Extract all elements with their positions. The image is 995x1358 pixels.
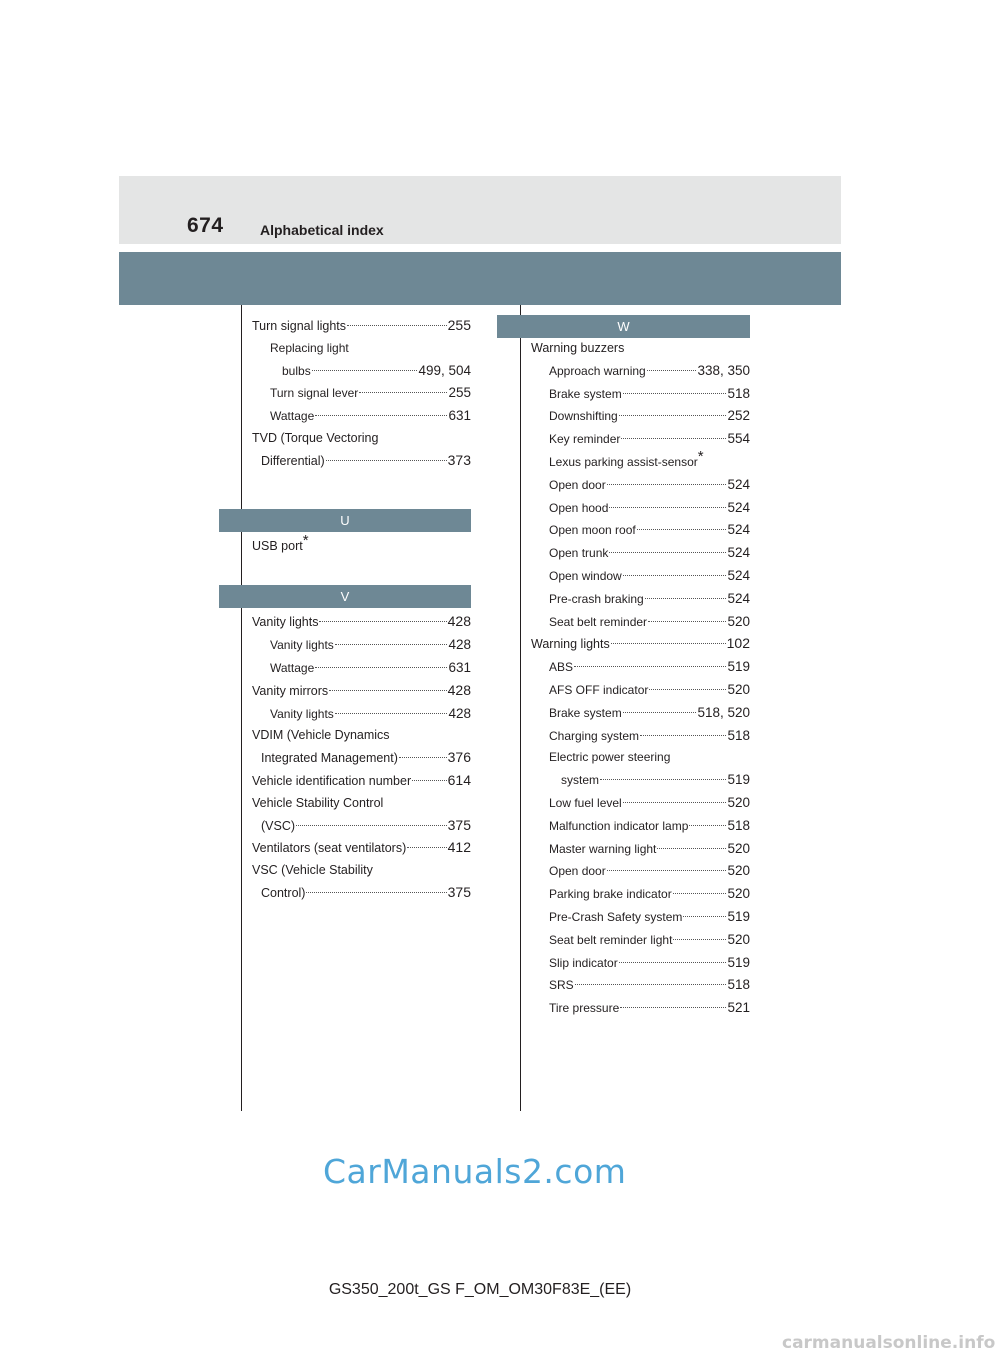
index-entry [531, 860, 750, 883]
page-reference: 518 [727, 385, 750, 401]
entry-text: Vehicle Stability Control [252, 795, 384, 810]
footnote-star: * [697, 447, 704, 465]
leader-dots [312, 370, 418, 371]
entry-text: Electric power steering [549, 750, 671, 765]
page-reference: 428 [448, 705, 471, 721]
entry-text: Wattage [270, 660, 315, 675]
index-entry [531, 383, 750, 406]
entry-text: Approach warning [549, 363, 646, 378]
section-title: Alphabetical index [260, 222, 384, 238]
entry-text: Vanity lights [252, 615, 319, 630]
entry-text: Charging system [549, 728, 640, 743]
entry-text: Parking brake indicator [549, 887, 672, 902]
entry-text: Seat belt reminder light [549, 932, 673, 947]
index-entry [531, 542, 750, 565]
index-entry [531, 588, 750, 611]
page-reference: 428 [448, 637, 471, 653]
leader-dots [649, 689, 726, 690]
watermark-text: CarManuals2.com [323, 1152, 627, 1191]
page-reference: 631 [448, 659, 471, 675]
entry-text: Open moon roof [549, 523, 636, 538]
page-reference: 524 [727, 522, 750, 538]
footnote-star: * [302, 531, 309, 549]
page-reference: 524 [727, 499, 750, 515]
leader-dots [306, 892, 446, 893]
site-watermark: carmanualsonline.info [782, 1333, 995, 1353]
leader-dots [329, 690, 446, 691]
entry-text: Brake system [549, 705, 622, 720]
entry-text: AFS OFF indicator [549, 682, 649, 697]
entry-text: bulbs [282, 363, 311, 378]
page-reference: 338, 350 [697, 362, 750, 378]
index-entry [252, 634, 471, 657]
right-column [531, 315, 750, 1020]
index-entry [531, 565, 750, 588]
leader-dots [399, 757, 447, 758]
index-entry [531, 447, 750, 474]
page-reference: 520 [727, 681, 750, 697]
leader-dots [623, 575, 727, 576]
entry-text: Vanity lights [270, 706, 334, 721]
page-reference: 519 [727, 772, 750, 788]
leader-dots [619, 415, 727, 416]
entry-text: Vanity lights [270, 638, 334, 653]
index-entry [252, 882, 471, 905]
entry-text: Replacing light [270, 340, 349, 355]
entry-text: Turn signal lever [270, 386, 359, 401]
leader-dots [600, 779, 726, 780]
leader-dots [315, 415, 447, 416]
page-reference: 554 [727, 431, 750, 447]
index-entry [531, 428, 750, 451]
index-entry [531, 769, 750, 792]
page-number: 674 [187, 214, 224, 237]
entry-text: Low fuel level [549, 795, 622, 810]
leader-dots [673, 893, 727, 894]
entry-text: ABS [549, 660, 574, 675]
index-entry [531, 929, 750, 952]
index-entry [531, 611, 750, 634]
letter-bar-v: V [219, 585, 471, 608]
leader-dots [407, 847, 446, 848]
index-entry [252, 428, 471, 450]
entry-text: Lexus parking assist-sensor [549, 454, 698, 469]
entry-text: VSC (Vehicle Stability [252, 863, 373, 878]
leader-dots [623, 712, 697, 713]
entry-text: VDIM (Vehicle Dynamics [252, 728, 390, 743]
page-reference: 520 [727, 794, 750, 810]
u-entries [252, 531, 471, 558]
index-entry [531, 997, 750, 1020]
entry-text: Pre-crash braking [549, 591, 644, 606]
leader-dots [607, 870, 727, 871]
entry-text: Turn signal lights [252, 319, 347, 333]
index-entry [531, 474, 750, 497]
page-reference: 375 [447, 816, 471, 833]
header-top-strip [119, 176, 841, 244]
index-entry [531, 906, 750, 929]
page-reference: 373 [447, 451, 471, 468]
entry-text: Vehicle identification number [252, 773, 412, 788]
entry-text: Open window [549, 568, 622, 583]
index-entry [531, 952, 750, 975]
entry-text: Open hood [549, 500, 609, 515]
page-reference: 252 [727, 408, 750, 424]
index-entry [531, 633, 750, 656]
entry-text: Control) [261, 885, 306, 900]
left-column [252, 315, 471, 905]
leader-dots [609, 507, 726, 508]
page-reference: 255 [447, 317, 471, 333]
entry-text: Warning buzzers [531, 341, 625, 355]
leader-dots [621, 438, 726, 439]
leader-dots [623, 393, 727, 394]
index-entry [252, 815, 471, 838]
page-reference: 518 [727, 727, 750, 743]
page-reference: 518 [727, 977, 750, 993]
leader-dots [574, 666, 726, 667]
entry-text: Pre-Crash Safety system [549, 909, 683, 924]
index-entry [531, 792, 750, 815]
index-entry [252, 382, 471, 405]
entry-text: TVD (Torque Vectoring [252, 430, 379, 445]
index-entry [531, 702, 750, 725]
index-entry [252, 338, 471, 360]
index-entry [531, 815, 750, 838]
page-reference: 428 [447, 613, 471, 630]
t-entries [252, 315, 471, 473]
page-reference: 376 [447, 749, 471, 766]
leader-dots [296, 825, 447, 826]
page-reference: 428 [447, 681, 471, 698]
leader-dots [319, 621, 446, 622]
leader-dots [645, 598, 727, 599]
page-reference: 520 [727, 931, 750, 947]
entry-text: Brake system [549, 386, 622, 401]
leader-dots [657, 848, 726, 849]
index-entry [252, 315, 471, 338]
page-reference: 520 [727, 886, 750, 902]
page-reference: 412 [447, 839, 471, 856]
page-reference: 518 [727, 817, 750, 833]
entry-text: Malfunction indicator lamp [549, 818, 689, 833]
v-entries [252, 611, 471, 904]
document-code: GS350_200t_GS F_OM_OM30F83E_(EE) [328, 1281, 632, 1298]
leader-dots [640, 735, 726, 736]
leader-dots [620, 1007, 726, 1008]
letter-bar-u: U [219, 509, 471, 532]
entry-text: Integrated Management) [261, 751, 398, 766]
page-reference: 520 [727, 863, 750, 879]
index-entry [252, 860, 471, 882]
w-entries [531, 338, 750, 1020]
index-entry [531, 405, 750, 428]
index-entry [531, 974, 750, 997]
leader-dots [347, 325, 447, 326]
leader-dots [648, 621, 726, 622]
page-reference: 631 [448, 408, 471, 424]
page-reference: 255 [448, 385, 471, 401]
entry-text: USB port [252, 538, 303, 553]
entry-text: SRS [549, 978, 574, 993]
leader-dots [326, 460, 447, 461]
leader-dots [683, 916, 726, 917]
leader-dots [611, 643, 726, 644]
page-reference: 519 [727, 659, 750, 675]
index-entry [531, 338, 750, 360]
leader-dots [689, 825, 726, 826]
leader-dots [623, 802, 727, 803]
leader-dots [607, 484, 727, 485]
leader-dots [335, 713, 448, 714]
entry-text: (VSC) [261, 818, 296, 833]
entry-text: Key reminder [549, 432, 621, 447]
leader-dots [647, 370, 697, 371]
entry-text: Slip indicator [549, 955, 618, 970]
index-entry [252, 611, 471, 634]
page-reference: 524 [727, 476, 750, 492]
leader-dots [412, 780, 447, 781]
index-entry [252, 450, 471, 473]
page-reference: 520 [727, 840, 750, 856]
index-entry [252, 793, 471, 815]
index-entry [531, 838, 750, 861]
page-reference: 524 [727, 545, 750, 561]
page-reference: 524 [727, 567, 750, 583]
index-entry [531, 725, 750, 748]
entry-text: Seat belt reminder [549, 614, 648, 629]
index-entry [531, 497, 750, 520]
leader-dots [637, 529, 727, 530]
index-entry [252, 405, 471, 428]
index-entry [531, 679, 750, 702]
entry-text: system [561, 773, 600, 788]
page-reference: 518, 520 [697, 704, 750, 720]
page-reference: 520 [727, 613, 750, 629]
leader-dots [609, 552, 726, 553]
page-reference: 499, 504 [418, 362, 471, 378]
index-entry [252, 360, 471, 383]
header-band [119, 252, 841, 305]
entry-text: Ventilators (seat ventilators) [252, 841, 407, 856]
entry-text: Vanity mirrors [252, 683, 329, 698]
entry-text: Differential) [261, 453, 325, 468]
page-reference: 524 [727, 590, 750, 606]
index-entry [252, 725, 471, 747]
letter-bar-w: W [497, 315, 750, 338]
leader-dots [575, 984, 727, 985]
page-reference: 521 [727, 1000, 750, 1016]
index-entry [252, 657, 471, 680]
leader-dots [335, 644, 448, 645]
right-column-rule [520, 305, 521, 1111]
index-entry [252, 837, 471, 860]
page-reference: 102 [726, 635, 750, 652]
index-entry [531, 519, 750, 542]
leader-dots [315, 667, 447, 668]
entry-text: Warning lights [531, 637, 610, 652]
index-entry [531, 360, 750, 383]
entry-text: Wattage [270, 409, 315, 424]
index-entry [252, 680, 471, 703]
leader-dots [673, 939, 726, 940]
index-entry [531, 747, 750, 769]
entry-text: Downshifting [549, 409, 618, 424]
index-entry [252, 747, 471, 770]
entry-text: Tire pressure [549, 1001, 620, 1016]
left-column-rule [241, 305, 242, 1111]
index-entry [531, 883, 750, 906]
index-entry [252, 770, 471, 793]
entry-text: Open trunk [549, 546, 609, 561]
index-entry [531, 656, 750, 679]
index-entry [252, 703, 471, 726]
page-reference: 519 [727, 954, 750, 970]
page-reference: 614 [447, 771, 471, 788]
leader-dots [619, 962, 727, 963]
page-reference: 375 [447, 883, 471, 900]
index-entry [252, 531, 471, 558]
entry-text: Open door [549, 864, 606, 879]
leader-dots [359, 392, 447, 393]
page-reference: 519 [727, 908, 750, 924]
entry-text: Open door [549, 477, 606, 492]
entry-text: Master warning light [549, 841, 657, 856]
